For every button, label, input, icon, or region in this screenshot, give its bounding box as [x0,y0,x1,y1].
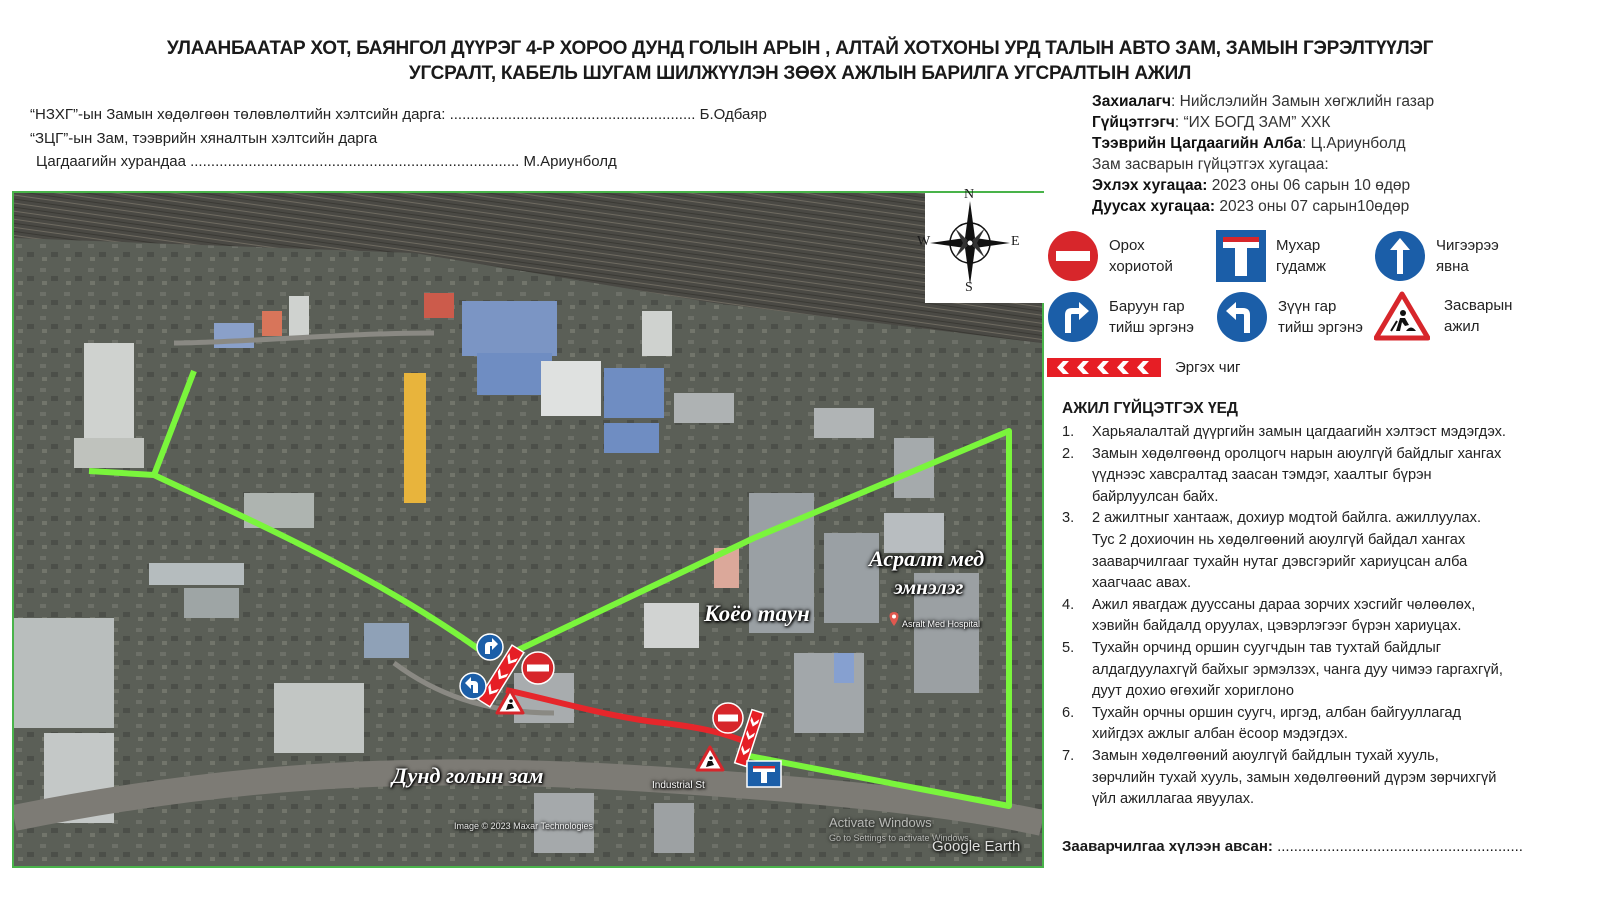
page-title-line-1: УЛААНБААТАР ХОТ, БАЯНГОЛ ДҮҮРЭГ 4-Р ХОРОО ДУНД ГОЛЫН АРЫН , АЛТАЙ ХОТХОНЫ УРД ТАЛЫН АВТО ЗАМ, ЗАМЫН ГЭРЭЛТҮҮЛЭГ [166,38,1434,59]
map-dead-end-sign [747,761,781,787]
period-label: Зам засварын гүйцэтгэх хугацаа: [1092,156,1329,173]
legend-turn-right: Баруун гар тийш эргэнэ [1047,291,1194,343]
map-no-entry-sign [713,703,743,733]
compass-west: W [917,234,931,249]
windows-watermark: Activate Windows [829,815,932,830]
compass-south: S [965,280,973,295]
legend-no-entry: Орох хориотой [1047,230,1173,282]
instruction-item: 3. 2 ажилтныг хантааж, дохиур модтой байлга. ажиллуулах. Тус 2 дохиочин нь хөдөлгөөний аюулгүй байдал хангах зааварчилгааг тухайн нутаг дэвсгэрийг хариуцсан алба хаагчаас авах. [1062,510,1482,592]
no-entry-icon [1047,230,1099,282]
hospital-label-2: эмнэлэг [894,575,964,599]
turn-left-icon [1216,291,1268,343]
approver-line-3: Цагдаагийн хурандаа ............................................................................... М.Ариунболд [36,153,617,170]
compass-east: E [1011,234,1020,249]
client-row: Захиалагч: Нийслэлийн Замын хөгжлийн газар [1092,93,1435,110]
work-instructions-title: АЖИЛ ГҮЙЦЭТГЭХ ҮЕД [1062,400,1238,417]
arrow-up-icon [1374,230,1426,282]
police-row: Тээврийн Цагдаагийн Алба: Ц.Ариунболд [1092,135,1406,152]
turn-right-icon [1047,291,1099,343]
start-date-row: Эхлэх хугацаа: 2023 оны 06 сарын 10 өдөр [1092,177,1411,194]
legend-turn-left: Зүүн гар тийш эргэнэ [1216,291,1363,343]
legend-road-work: Засварын ажил [1374,291,1512,341]
map-turn-sign [460,673,486,699]
hospital-pin-label: Asralt Med Hospital [902,619,981,629]
satellite-map[interactable] [12,191,1044,868]
compass-north: N [964,187,975,202]
compass-rose [917,187,1045,303]
legend-barrier: Эргэх чиг [1047,357,1240,378]
instruction-item: 6. Тухайн орчны оршин суугч, иргэд, албан байгууллагад хийгдэх ажлыг албан ёсоор мэдэгдэх. [1062,704,1462,743]
instruction-item: 5. Тухайн орчинд оршин суугчдын тав тухтай байдлыг алдагдуулахгүй байхыг эрмэлзэх, чанга дуу чимээ гаргахгүй, дуут дохио өгөхийг хориглоно [1062,639,1503,700]
hospital-label: Асралт мед [869,546,985,571]
work-instructions-list [1062,422,1582,811]
instruction-item: 1. Харьяалалтай дүүргийн замын цагдаагийн хэлтэст мэдэгдэх. [1062,424,1506,440]
legend-straight: Чигээрээ явна [1374,230,1499,282]
road-name-label: Дунд голын зам [392,763,544,788]
legend-dead-end: Мухар гудамж [1216,230,1326,282]
windows-watermark-sub: Go to Settings to activate Windows. [829,833,972,843]
imagery-credit: Image © 2023 Maxar Technologies [454,821,594,831]
approver-line-2: “ЗЦГ”-ын Зам, тээврийн хяналтын хэлтсийн дарга [30,130,378,147]
koyo-town-label: Коёо таун [704,601,810,626]
compass-icon [925,193,1045,303]
map-no-entry-sign [522,652,554,684]
chevron-barrier-icon [1047,358,1161,377]
instruction-item: 4. Ажил явагдаж дууссаны дараа зорчих хэсгийг чөлөөлөх, хэвийн байдалд оруулах, цэвэрлэгээг бүрэн хариуцах. [1062,596,1476,635]
instruction-item: 2. Замын хөдөлгөөнд оролцогч нарын аюулгүй байдлыг хангах үүднээс хавсралтад заасан тэмдэг, хаалтыг бүрэн байрлуулсан байх. [1062,445,1502,505]
street-label: Industrial St [652,780,705,791]
end-date-row: Дуусах хугацаа: 2023 оны 07 сарын10өдөр [1092,198,1410,215]
google-earth-logo: Google Earth [932,838,1021,855]
contractor-row: Гүйцэтгэгч: “ИХ БОГД ЗАМ” ХХК [1092,114,1331,131]
page-title-line-2: УГСРАЛТ, КАБЕЛЬ ШУГАМ ШИЛЖҮҮЛЭН ЗӨӨХ АЖЛЫН БАРИЛГА УГСРАЛТЫН АЖИЛ [408,63,1192,84]
instruction-item: 7. Замын хөдөлгөөний аюулгүй байдлын тухай хууль, зөрчлийн тухай хууль, замын хөдөлгөөний дүрэм зөрчихгүй үйл ажиллагаа явуулах. [1062,747,1497,808]
approver-line-1: “НЗХГ”-ын Замын хөдөлгөөн төлөвлөлтийн хэлтсийн дарга: ........................................................... Б.Одбаяр [30,106,767,123]
dead-end-icon [1216,230,1266,282]
road-work-icon [1374,291,1430,341]
instruction-received-signature: Зааварчилгаа хүлээн авсан: ........................................................... [1062,838,1523,855]
map-turn-sign [477,634,503,660]
